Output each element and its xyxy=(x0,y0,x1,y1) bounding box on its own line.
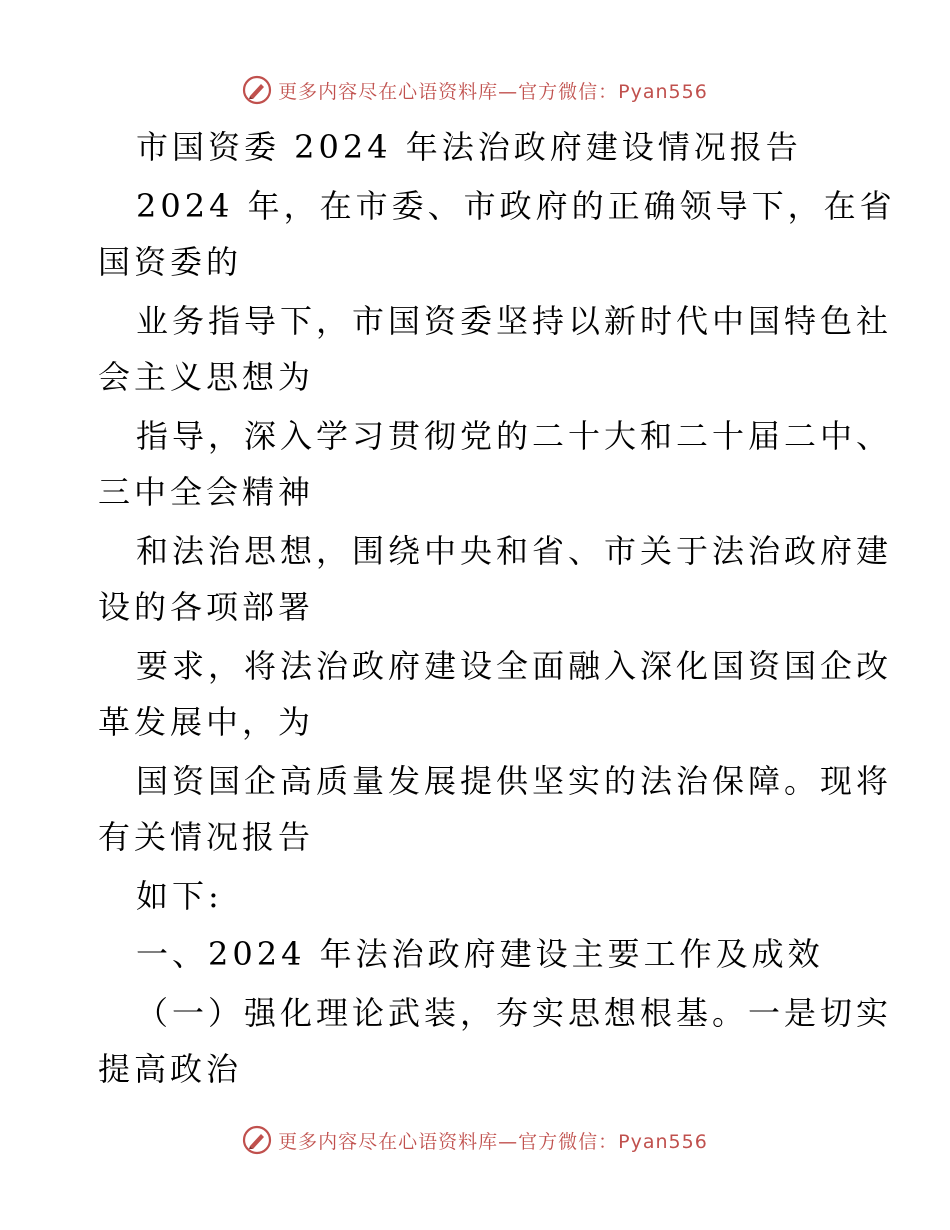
paragraph-line: 指导，深入学习贯彻党的二十大和二十届二中、 xyxy=(136,417,893,455)
paragraph-line: 国资委的 xyxy=(98,243,243,281)
paragraph-line: 如下: xyxy=(136,877,223,915)
paragraph-line: （一）强化理论武装，夯实思想根基。一是切实 xyxy=(136,994,893,1032)
footer-banner-text: 更多内容尽在心语资料库—官方微信：Pyan556 xyxy=(278,1130,708,1153)
paragraph-line: 2024 年，在市委、市政府的正确领导下，在省 xyxy=(136,187,896,225)
paragraph-line: 三中全会精神 xyxy=(98,473,315,511)
paragraph-line: 提高政治 xyxy=(98,1050,243,1088)
paragraph-line: 有关情况报告 xyxy=(98,818,315,856)
pen-logo-icon xyxy=(242,1125,272,1155)
paragraph-line: 业务指导下，市国资委坚持以新时代中国特色社 xyxy=(136,302,893,340)
paragraph-line: 革发展中，为 xyxy=(98,703,315,741)
section-heading: 一、2024 年法治政府建设主要工作及成效 xyxy=(136,935,824,973)
header-banner xyxy=(0,70,950,110)
paragraph-line: 设的各项部署 xyxy=(98,588,315,626)
paragraph-line: 国资国企高质量发展提供坚实的法治保障。现将 xyxy=(136,762,893,800)
document-title: 市国资委 2024 年法治政府建设情况报告 xyxy=(136,128,802,166)
header-banner-text: 更多内容尽在心语资料库—官方微信：Pyan556 xyxy=(278,80,708,103)
paragraph-line: 要求，将法治政府建设全面融入深化国资国企改 xyxy=(136,647,893,685)
paragraph-line: 会主义思想为 xyxy=(98,358,315,396)
paragraph-line: 和法治思想，围绕中央和省、市关于法治政府建 xyxy=(136,532,893,570)
footer-banner xyxy=(0,1120,950,1160)
pen-logo-icon xyxy=(242,75,272,105)
